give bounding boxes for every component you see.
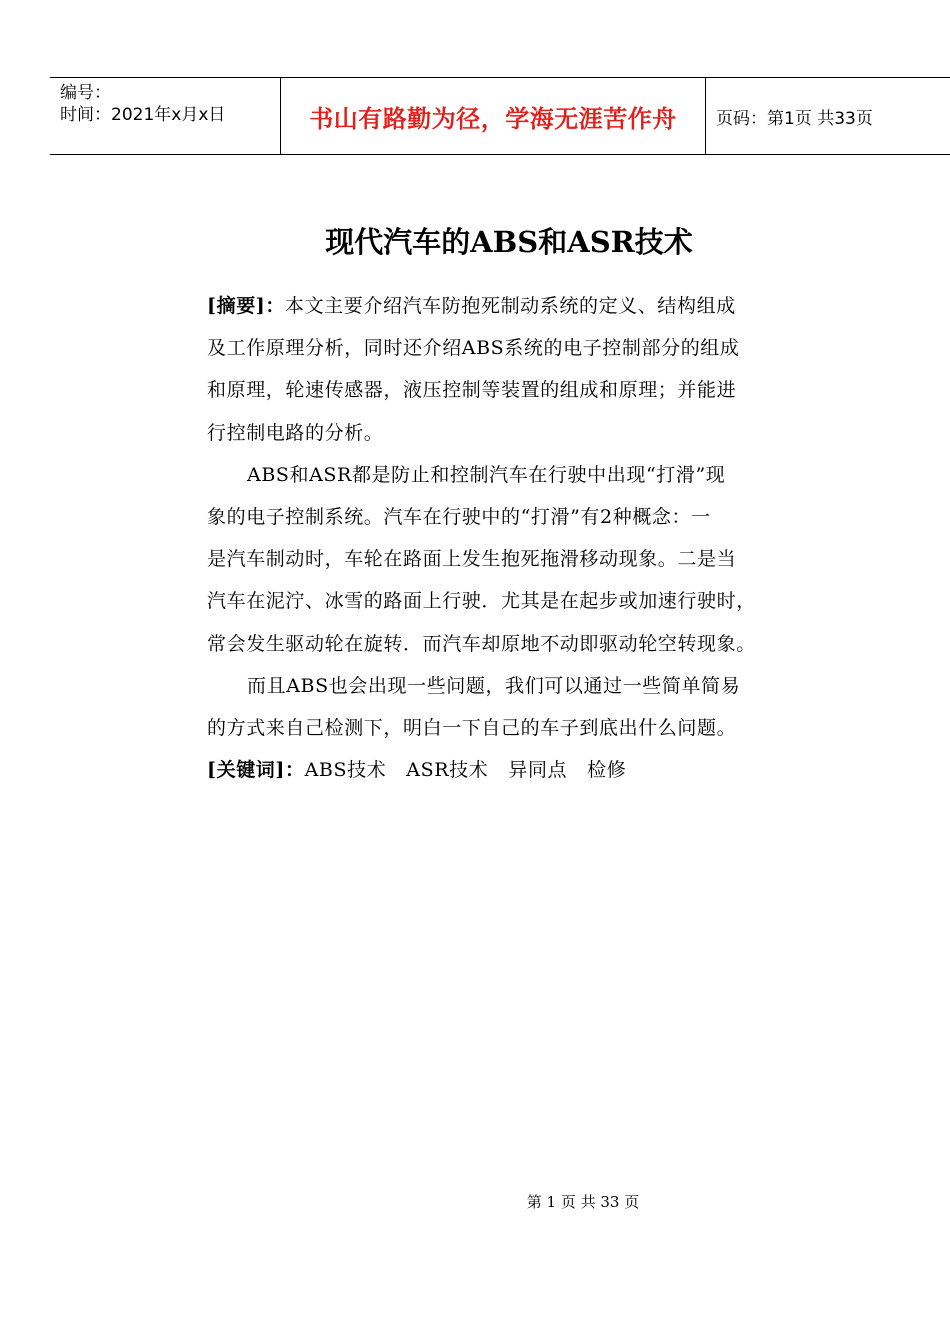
paragraph-line: 而且ABS也会出现一些问题，我们可以通过一些简单简易 — [247, 674, 741, 697]
keyword-item: 异同点 — [508, 759, 568, 782]
paragraph-line: 的方式来自己检测下，明白一下自己的车子到底出什么问题。 — [207, 716, 737, 739]
header-motto-cell — [280, 78, 706, 154]
keyword-item: ABS技术 — [304, 759, 387, 782]
keywords-label: [关键词]： — [207, 759, 305, 782]
keywords-line — [207, 749, 807, 791]
paragraph-line: 象的电子控制系统。汽车在行驶中的“打滑”有2种概念：一 — [207, 505, 711, 528]
document-body — [207, 285, 807, 791]
abstract-line: 及工作原理分析，同时还介绍ABS系统的电子控制部分的组成 — [207, 337, 740, 360]
paragraph-line: 是汽车制动时，车轮在路面上发生抱死拖滑移动现象。二是当 — [207, 548, 737, 571]
abstract-line — [207, 285, 807, 327]
document-number-label: 编号： — [60, 83, 111, 103]
header-page-cell — [706, 78, 950, 154]
header-motto: 书山有路勤为径，学海无涯苦作舟 — [309, 104, 677, 133]
abstract-line: 行控制电路的分析。 — [207, 421, 384, 444]
document-time-label: 时间：2021年x月x日 — [60, 105, 226, 125]
keyword-item: ASR技术 — [406, 759, 489, 782]
paragraph-line: 汽车在泥泞、冰雪的路面上行驶．尤其是在起步或加速行驶时， — [207, 590, 756, 613]
paragraph-line: ABS和ASR都是防止和控制汽车在行驶中出现“打滑”现 — [247, 463, 726, 486]
abstract-text: 本文主要介绍汽车防抱死制动系统的定义、结构组成 — [284, 295, 736, 317]
paragraph-line: 常会发生驱动轮在旋转．而汽车却原地不动即驱动轮空转现象。 — [207, 632, 756, 655]
page-footer: 第 1 页 共 33 页 — [526, 1193, 640, 1211]
keyword-item: 检修 — [587, 759, 627, 782]
abstract-line: 和原理，轮速传感器，液压控制等装置的组成和原理；并能进 — [207, 379, 737, 402]
document-title: 现代汽车的ABS和ASR技术 — [325, 225, 693, 259]
header-info-cell — [50, 78, 280, 154]
header-page-info: 页码：第1页 共33页 — [716, 108, 873, 129]
page-header — [50, 77, 950, 155]
abstract-label: [摘要]： — [207, 295, 285, 317]
